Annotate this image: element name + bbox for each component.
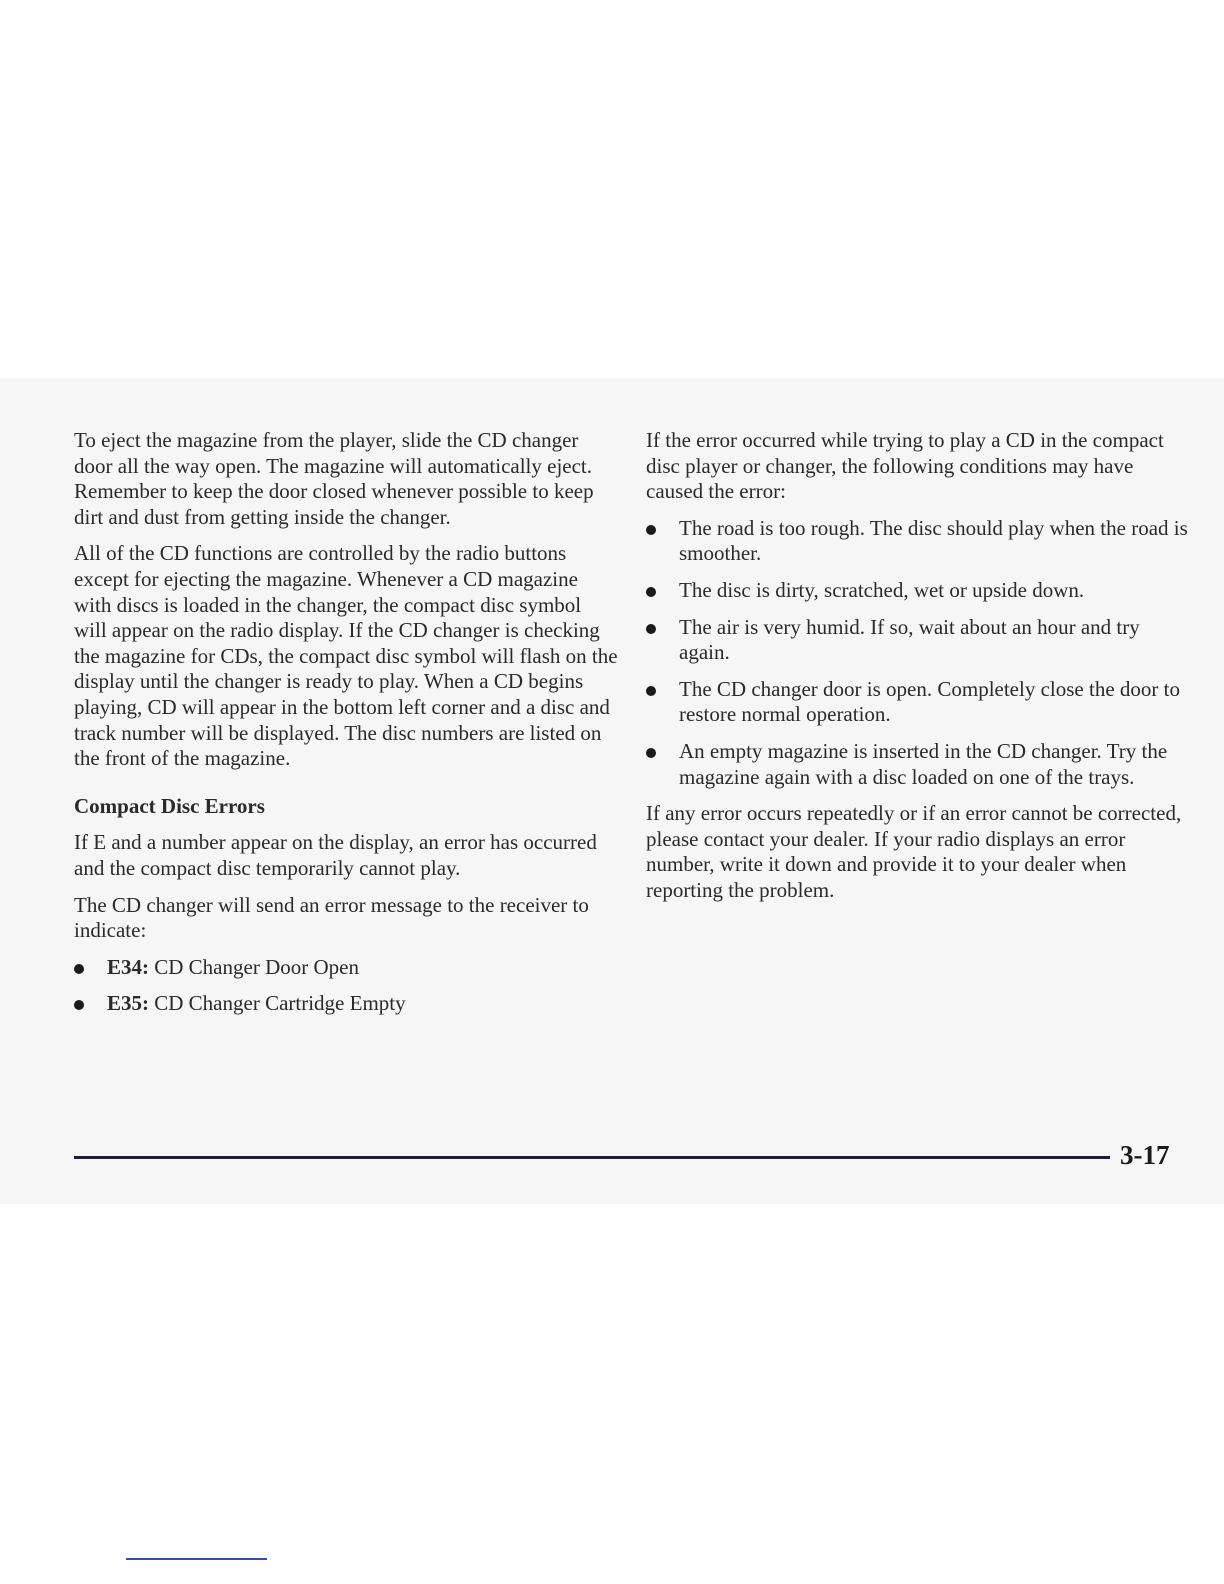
- error-code: E35:: [107, 991, 149, 1016]
- bullet-dot-icon: [646, 686, 656, 696]
- error-message-paragraph: The CD changer will send an error message to the receiver to indicate:: [74, 892, 589, 943]
- page-number: 3-17: [1120, 1140, 1170, 1170]
- bullet-dot-icon: [646, 525, 656, 535]
- list-item: [74, 955, 619, 981]
- error-conditions-intro: If the error occurred while trying to play a CD in the compact disc player or changer, the following conditions may have caused the error:: [646, 428, 1164, 504]
- cd-functions-paragraph: All of the CD functions are controlled by the radio buttons except for ejecting the magazine. Whenever a CD magazine with discs is loaded in the changer, the compact disc symbol will appear on the radio display. If the CD changer is checking the magazine for CDs, the compact disc symbol will flash on the display until the changer is ready to play. When a CD begins playing, CD will appear in the bottom left corner and a disc and track number will be displayed. The disc numbers are listed on the front of the magazine.: [74, 541, 618, 771]
- left-column: [74, 428, 619, 1028]
- right-column: [646, 428, 1191, 915]
- error-conditions-list: [646, 516, 1191, 790]
- error-code: E34:: [107, 954, 149, 979]
- compact-disc-errors-heading: Compact Disc Errors: [74, 793, 265, 818]
- error-code-list: [74, 955, 619, 1017]
- contact-dealer-paragraph: If any error occurs repeatedly or if an error cannot be corrected, please contact your dealer. If your radio displays an error number, write it down and provide it to your dealer when reporting the problem.: [646, 801, 1182, 902]
- condition-text: The road is too rough. The disc should play when the road is smoother.: [679, 515, 1188, 566]
- list-item: [74, 991, 619, 1017]
- eject-magazine-paragraph: To eject the magazine from the player, slide the CD changer door all the way open. The magazine will automatically eject. Remember to keep the door closed whenever possible to keep dirt and dust from getting inside the changer.: [74, 428, 594, 529]
- condition-text: The CD changer door is open. Completely close the door to restore normal operation.: [679, 676, 1180, 727]
- bullet-dot-icon: [646, 624, 656, 634]
- list-item: [646, 516, 1191, 567]
- bullet-dot-icon: [646, 748, 656, 758]
- list-item: [646, 615, 1191, 666]
- list-item: [646, 578, 1191, 604]
- condition-text: An empty magazine is inserted in the CD changer. Try the magazine again with a disc loaded on one of the trays.: [679, 738, 1168, 789]
- error-description: CD Changer Cartridge Empty: [149, 991, 406, 1016]
- list-item: [646, 677, 1191, 728]
- bullet-dot-icon: [74, 1000, 84, 1010]
- condition-text: The disc is dirty, scratched, wet or upside down.: [679, 577, 1085, 602]
- link-underline[interactable]: [126, 1558, 267, 1560]
- bullet-dot-icon: [646, 587, 656, 597]
- footer-rule: [74, 1156, 1110, 1159]
- error-display-paragraph: If E and a number appear on the display, an error has occurred and the compact disc temporarily cannot play.: [74, 830, 597, 880]
- bullet-dot-icon: [74, 964, 84, 974]
- error-description: CD Changer Door Open: [149, 954, 359, 979]
- condition-text: The air is very humid. If so, wait about an hour and try again.: [679, 614, 1140, 665]
- list-item: [646, 739, 1191, 790]
